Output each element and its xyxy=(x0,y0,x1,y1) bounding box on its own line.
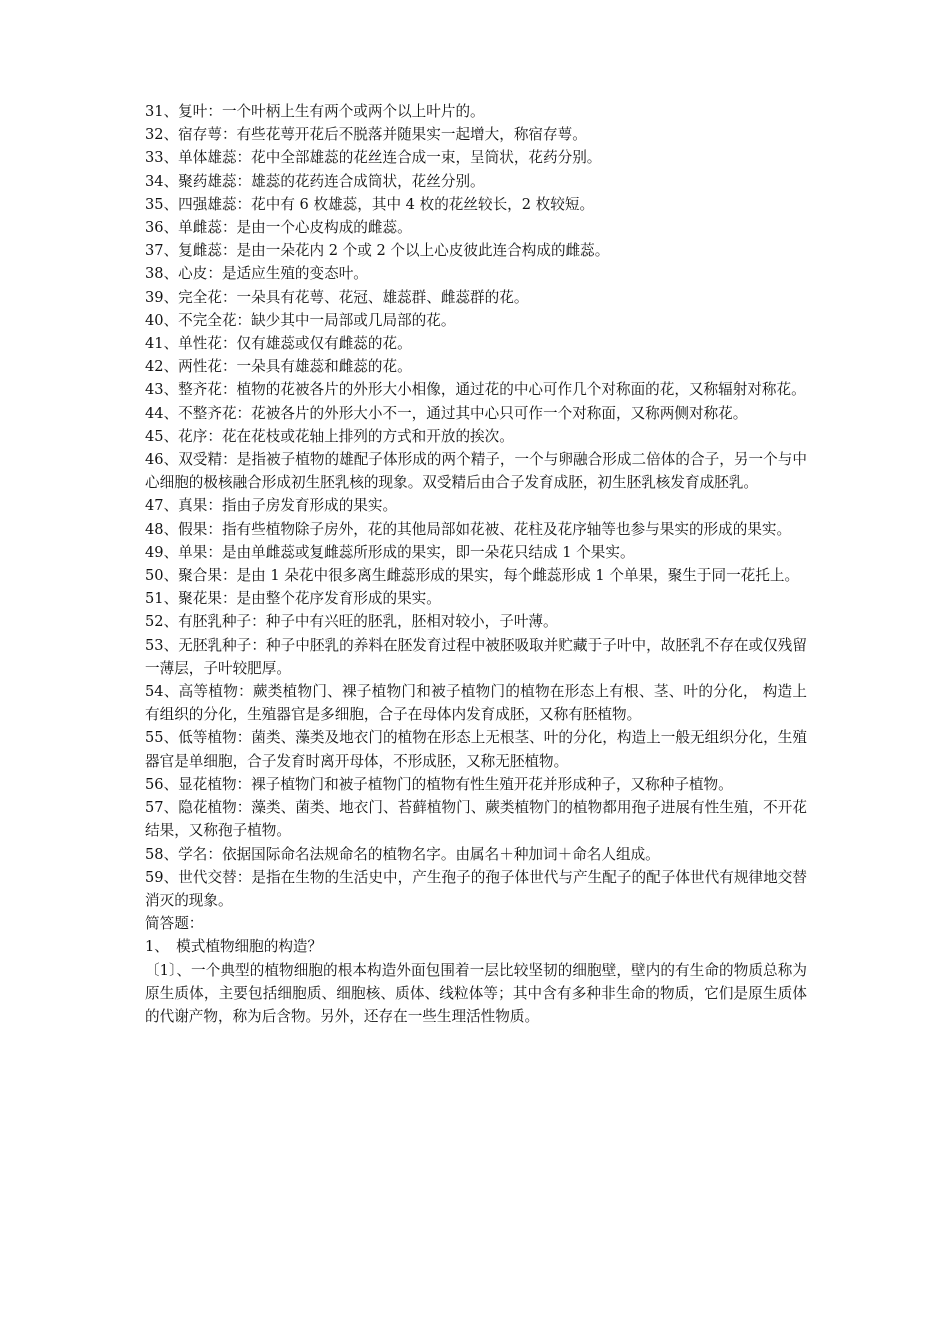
definition-item: 56、显花植物：裸子植物门和被子植物门的植物有性生殖开花并形成种子，又称种子植物。 xyxy=(145,775,733,793)
definition-item: 51、聚花果：是由整个花序发育形成的果实。 xyxy=(145,590,441,608)
definition-item: 54、高等植物：蕨类植物门、裸子植物门和被子植物门的植物在形态上有根、茎、叶的分化， 构造上有组织的分化，生殖器官是多细胞，合子在母体内发育成胚，又称有胚植物。 xyxy=(145,683,807,724)
definition-list xyxy=(145,100,807,912)
definition-item: 58、学名：依据国际命名法规命名的植物名字。由属名＋种加词＋命名人组成。 xyxy=(145,845,660,863)
definition-item: 47、真果：指由子房发育形成的果实。 xyxy=(145,497,398,515)
definition-item: 53、无胚乳种子：种子中胚乳的养料在胚发育过程中被胚吸取并贮藏于子叶中，故胚乳不存在或仅残留一薄层，子叶较肥厚。 xyxy=(145,636,807,677)
document-body xyxy=(145,100,807,1028)
definition-item: 45、花序：花在花枝或花轴上排列的方式和开放的挨次。 xyxy=(145,427,514,445)
definition-item: 44、不整齐花：花被各片的外形大小不一，通过其中心只可作一个对称面，又称两侧对称花。 xyxy=(145,404,748,422)
definition-item: 40、不完全花：缺少其中一局部或几局部的花。 xyxy=(145,311,456,329)
definition-item: 32、宿存萼：有些花萼开花后不脱落并随果实一起增大，称宿存萼。 xyxy=(145,126,587,144)
definition-item: 48、假果：指有些植物除子房外，花的其他局部如花被、花柱及花序轴等也参与果实的形成的果实。 xyxy=(145,520,792,538)
definition-item: 34、聚药雄蕊：雄蕊的花药连合成筒状，花丝分别。 xyxy=(145,172,485,190)
definition-item: 59、世代交替：是指在生物的生活史中，产生孢子的孢子体世代与产生配子的配子体世代有规律地交替消灭的现象。 xyxy=(145,868,807,909)
answer-paragraph: 〔1〕、一个典型的植物细胞的根本构造外面包围着一层比较坚韧的细胞壁，壁内的有生命的物质总称为原生质体，主要包括细胞质、细胞核、质体、线粒体等；其中含有多种非生命的物质，它们是原生质体的代谢产物，称为后含物。另外，还存在一些生理活性物质。 xyxy=(145,961,807,1025)
definition-item: 55、低等植物：菌类、藻类及地衣门的植物在形态上无根茎、叶的分化，构造上一般无组织分化，生殖器官是单细胞，合子发育时离开母体，不形成胚，又称无胚植物。 xyxy=(145,729,807,770)
definition-item: 36、单雌蕊：是由一个心皮构成的雌蕊。 xyxy=(145,219,412,237)
definition-item: 49、单果：是由单雌蕊或复雌蕊所形成的果实，即一朵花只结成 1 个果实。 xyxy=(145,543,635,561)
definition-item: 38、心皮：是适应生殖的变态叶。 xyxy=(145,265,368,283)
definition-item: 35、四强雄蕊：花中有 6 枚雄蕊，其中 4 枚的花丝较长，2 枚较短。 xyxy=(145,195,595,213)
definition-item: 50、聚合果：是由 1 朵花中很多离生雌蕊形成的果实，每个雌蕊形成 1 个单果，聚生于同一花托上。 xyxy=(145,567,800,585)
section-heading: 简答题： xyxy=(145,915,204,933)
definition-item: 37、复雌蕊：是由一朵花内 2 个或 2 个以上心皮彼此连合构成的雌蕊。 xyxy=(145,242,610,260)
definition-item: 42、两性花：一朵具有雄蕊和雌蕊的花。 xyxy=(145,358,412,376)
definition-item: 31、复叶：一个叶柄上生有两个或两个以上叶片的。 xyxy=(145,103,485,120)
definition-item: 52、有胚乳种子：种子中有兴旺的胚乳，胚相对较小，子叶薄。 xyxy=(145,613,558,631)
definition-item: 57、隐花植物：藻类、菌类、地衣门、苔藓植物门、蕨类植物门的植物都用孢子进展有性生殖，不开花结果，又称孢子植物。 xyxy=(145,799,807,840)
definition-item: 43、整齐花：植物的花被各片的外形大小相像，通过花的中心可作几个对称面的花，又称辐射对称花。 xyxy=(145,381,806,399)
definition-item: 46、双受精：是指被子植物的雄配子体形成的两个精子，一个与卵融合形成二倍体的合子，另一个与中心细胞的极核融合形成初生胚乳核的现象。双受精后由合子发育成胚，初生胚乳核发育成胚乳。 xyxy=(145,451,807,492)
question: 1、 模式植物细胞的构造？ xyxy=(145,938,323,956)
definition-item: 33、单体雄蕊：花中全部雄蕊的花丝连合成一束，呈筒状，花药分别。 xyxy=(145,149,602,167)
definition-item: 41、单性花：仅有雄蕊或仅有雌蕊的花。 xyxy=(145,335,412,353)
definition-item: 39、完全花：一朵具有花萼、花冠、雄蕊群、雌蕊群的花。 xyxy=(145,288,529,306)
